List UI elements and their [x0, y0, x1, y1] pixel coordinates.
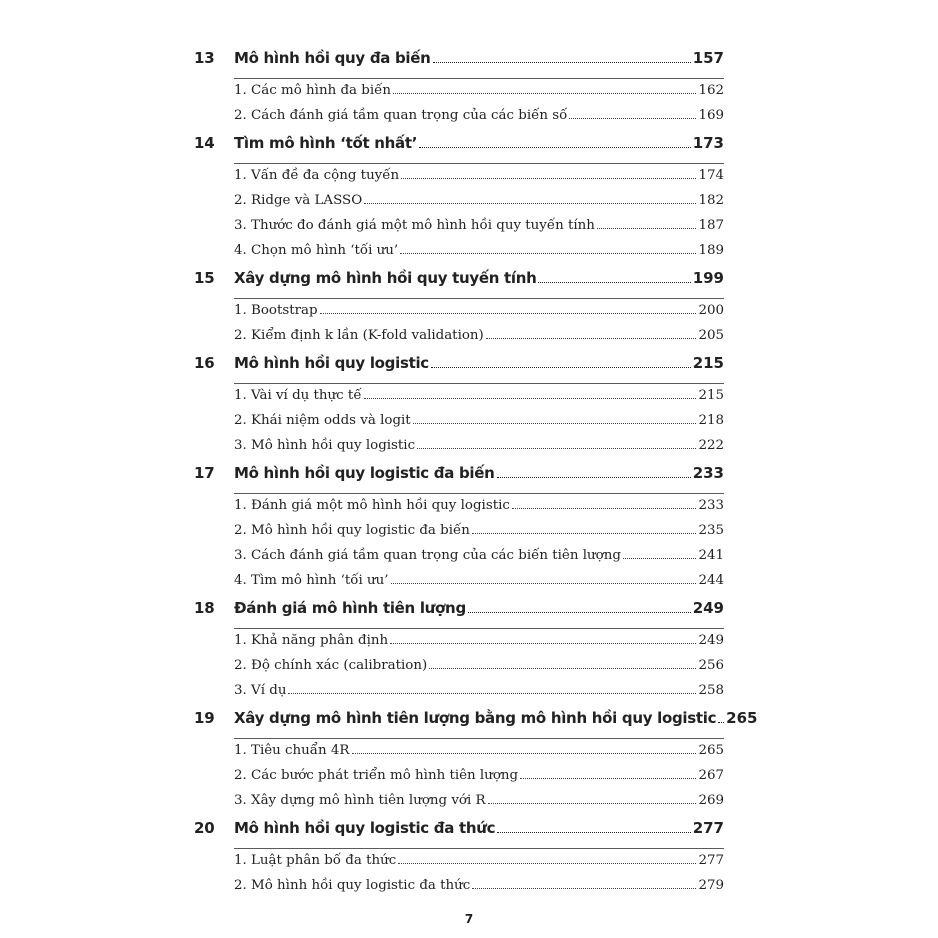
section-title: 4. Tìm mô hình ‘tối ưu’ — [234, 573, 389, 588]
chapter-heading — [194, 819, 724, 845]
section-title: 2. Ridge và LASSO — [234, 193, 363, 208]
section-title: 1. Các mô hình đa biến — [234, 83, 391, 98]
dot-leader — [597, 228, 697, 229]
section-page-number: 218 — [698, 413, 724, 428]
section-entry — [234, 523, 724, 548]
section-page-number: 269 — [698, 793, 724, 808]
dot-leader — [400, 253, 696, 254]
section-entry — [234, 743, 724, 768]
chapter-divider — [234, 493, 724, 494]
section-title: 1. Vấn đề đa cộng tuyến — [234, 168, 400, 183]
section-title: 1. Bootstrap — [234, 303, 318, 318]
chapter-page-number: 157 — [692, 49, 724, 67]
section-entry — [234, 108, 724, 133]
section-title: 1. Đánh giá một mô hình hồi quy logistic — [234, 498, 510, 513]
toc-chapter — [194, 49, 724, 133]
section-entry — [234, 658, 724, 683]
section-entry — [234, 413, 724, 438]
chapter-page-number: 173 — [692, 134, 724, 152]
chapter-number: 13 — [194, 49, 215, 67]
section-title: 3. Ví dụ — [234, 683, 287, 698]
chapter-title: Tìm mô hình ‘tốt nhất’ — [234, 134, 418, 152]
chapter-title: Mô hình hồi quy đa biến — [234, 49, 431, 67]
toc-chapter — [194, 354, 724, 463]
dot-leader — [393, 93, 696, 94]
toc-chapter — [194, 819, 724, 903]
chapter-heading — [194, 464, 724, 490]
dot-leader — [472, 533, 697, 534]
section-title: 2. Mô hình hồi quy logistic đa biến — [234, 523, 470, 538]
chapter-title: Xây dựng mô hình hồi quy tuyến tính — [234, 269, 537, 287]
section-entry — [234, 573, 724, 598]
section-entry — [234, 548, 724, 573]
chapter-number: 15 — [194, 269, 215, 287]
dot-leader — [431, 367, 691, 368]
section-page-number: 265 — [698, 743, 724, 758]
section-page-number: 182 — [698, 193, 724, 208]
chapter-page-number: 265 — [726, 709, 758, 727]
dot-leader — [429, 668, 696, 669]
dot-leader — [320, 313, 697, 314]
toc-chapter — [194, 134, 724, 268]
section-title: 3. Thước đo đánh giá một mô hình hồi quy tuyến tính — [234, 218, 595, 233]
page-number: 7 — [464, 912, 474, 926]
section-title: 1. Tiêu chuẩn 4R — [234, 743, 350, 758]
section-entry — [234, 793, 724, 818]
chapter-divider — [234, 738, 724, 739]
dot-leader — [538, 282, 690, 283]
dot-leader — [391, 583, 697, 584]
chapter-number: 18 — [194, 599, 215, 617]
dot-leader — [488, 803, 697, 804]
chapter-page-number: 277 — [692, 819, 724, 837]
section-title: 2. Độ chính xác (calibration) — [234, 658, 428, 673]
section-title: 2. Cách đánh giá tầm quan trọng của các biến số — [234, 108, 568, 123]
chapter-page-number: 249 — [692, 599, 724, 617]
table-of-contents — [194, 48, 758, 903]
chapter-number: 16 — [194, 354, 215, 372]
dot-leader — [497, 477, 691, 478]
section-page-number: 162 — [698, 83, 724, 98]
chapter-heading — [194, 269, 724, 295]
chapter-title: Mô hình hồi quy logistic đa biến — [234, 464, 495, 482]
section-page-number: 279 — [698, 878, 724, 893]
chapter-number: 20 — [194, 819, 215, 837]
section-page-number: 267 — [698, 768, 724, 783]
dot-leader — [472, 888, 696, 889]
chapter-heading — [194, 599, 724, 625]
dot-leader — [569, 118, 696, 119]
section-entry — [234, 388, 724, 413]
chapter-page-number: 233 — [692, 464, 724, 482]
section-entry — [234, 243, 724, 268]
section-entry — [234, 768, 724, 793]
section-entry — [234, 328, 724, 353]
chapter-heading — [194, 49, 724, 75]
dot-leader — [364, 398, 697, 399]
dot-leader — [468, 612, 691, 613]
section-title: 1. Vài ví dụ thực tế — [234, 388, 362, 403]
section-title: 1. Luật phân bố đa thức — [234, 853, 397, 868]
section-page-number: 258 — [698, 683, 724, 698]
section-title: 3. Cách đánh giá tầm quan trọng của các biến tiên lượng — [234, 548, 621, 563]
section-page-number: 174 — [698, 168, 724, 183]
toc-chapter — [194, 709, 758, 818]
section-page-number: 233 — [698, 498, 724, 513]
chapter-page-number: 215 — [692, 354, 724, 372]
section-entry — [234, 438, 724, 463]
dot-leader — [718, 722, 724, 723]
chapter-title: Mô hình hồi quy logistic đa thức — [234, 819, 496, 837]
section-entry — [234, 878, 724, 903]
dot-leader — [419, 147, 691, 148]
section-page-number: 235 — [698, 523, 724, 538]
chapter-divider — [234, 383, 724, 384]
chapter-title: Mô hình hồi quy logistic — [234, 354, 429, 372]
section-page-number: 277 — [698, 853, 724, 868]
dot-leader — [398, 863, 696, 864]
dot-leader — [352, 753, 697, 754]
chapter-divider — [234, 163, 724, 164]
chapter-divider — [234, 78, 724, 79]
section-title: 3. Mô hình hồi quy logistic — [234, 438, 416, 453]
chapter-divider — [234, 298, 724, 299]
section-title: 2. Mô hình hồi quy logistic đa thức — [234, 878, 471, 893]
chapter-number: 14 — [194, 134, 215, 152]
dot-leader — [520, 778, 696, 779]
section-entry — [234, 853, 724, 878]
section-entry — [234, 498, 724, 523]
toc-chapter — [194, 599, 724, 708]
section-title: 3. Xây dựng mô hình tiên lượng với R — [234, 793, 486, 808]
section-page-number: 169 — [698, 108, 724, 123]
section-page-number: 256 — [698, 658, 724, 673]
dot-leader — [486, 338, 697, 339]
section-entry — [234, 303, 724, 328]
chapter-divider — [234, 628, 724, 629]
section-page-number: 187 — [698, 218, 724, 233]
section-page-number: 244 — [698, 573, 724, 588]
chapter-number: 17 — [194, 464, 215, 482]
dot-leader — [288, 693, 696, 694]
section-title: 2. Kiểm định k lần (K-fold validation) — [234, 328, 484, 343]
section-entry — [234, 633, 724, 658]
section-entry — [234, 218, 724, 243]
dot-leader — [364, 203, 696, 204]
section-page-number: 215 — [698, 388, 724, 403]
dot-leader — [390, 643, 696, 644]
dot-leader — [413, 423, 697, 424]
dot-leader — [401, 178, 696, 179]
section-page-number: 222 — [698, 438, 724, 453]
chapter-divider — [234, 848, 724, 849]
section-page-number: 200 — [698, 303, 724, 318]
dot-leader — [623, 558, 697, 559]
section-page-number: 205 — [698, 328, 724, 343]
chapter-heading — [194, 354, 724, 380]
chapter-page-number: 199 — [692, 269, 724, 287]
section-page-number: 241 — [698, 548, 724, 563]
section-entry — [234, 83, 724, 108]
section-title: 2. Các bước phát triển mô hình tiên lượng — [234, 768, 519, 783]
dot-leader — [433, 62, 691, 63]
chapter-title: Đánh giá mô hình tiên lượng — [234, 599, 466, 617]
chapter-title: Xây dựng mô hình tiên lượng bằng mô hình hồi quy logistic — [234, 709, 717, 727]
section-entry — [234, 168, 724, 193]
section-page-number: 249 — [698, 633, 724, 648]
chapter-heading — [194, 134, 724, 160]
chapter-number: 19 — [194, 709, 215, 727]
section-page-number: 189 — [698, 243, 724, 258]
chapter-heading — [194, 709, 758, 735]
dot-leader — [417, 448, 696, 449]
toc-chapter — [194, 269, 724, 353]
dot-leader — [512, 508, 697, 509]
section-entry — [234, 193, 724, 218]
section-entry — [234, 683, 724, 708]
section-title: 4. Chọn mô hình ‘tối ưu’ — [234, 243, 399, 258]
toc-chapter — [194, 464, 724, 598]
dot-leader — [497, 832, 690, 833]
section-title: 1. Khả năng phân định — [234, 633, 389, 648]
section-title: 2. Khái niệm odds và logit — [234, 413, 411, 428]
